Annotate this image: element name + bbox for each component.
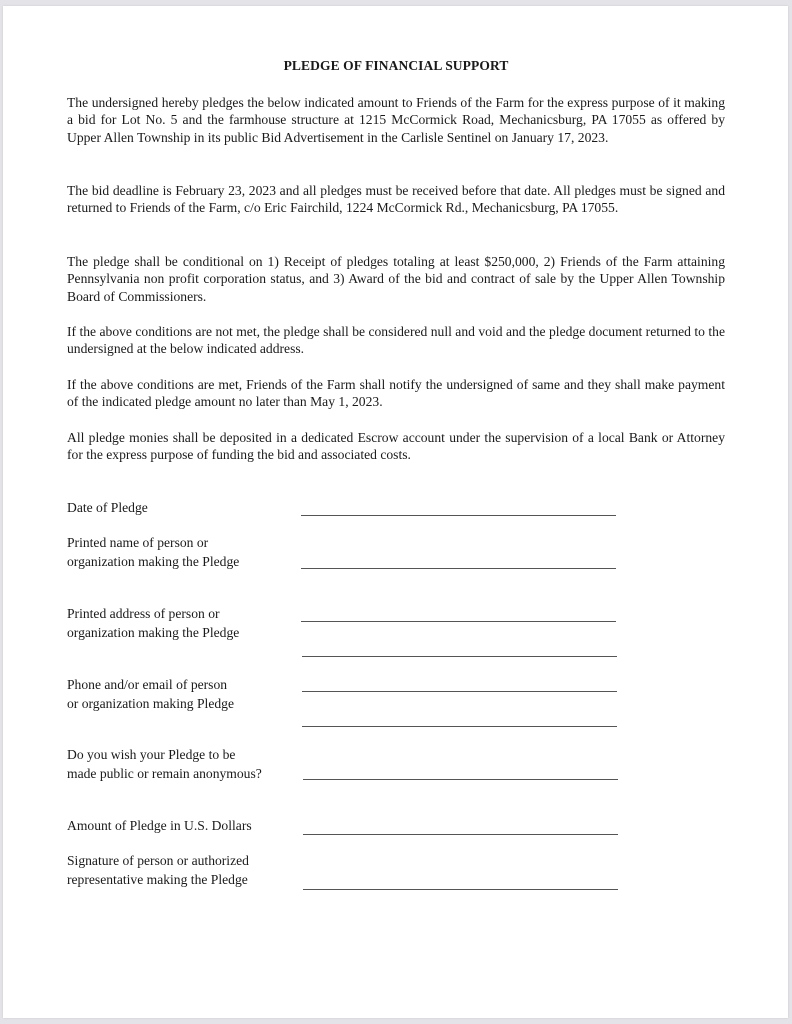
paragraph-deadline: The bid deadline is February 23, 2023 and all pledges must be received before that date. All pledges must be signed and returned to Friends of the Farm, c/o Eric Fairchild, 1224 McCormick Rd., Mechanicsburg, PA 17055. bbox=[67, 183, 725, 216]
label-line: Do you wish your Pledge to be bbox=[67, 747, 236, 762]
signature-label bbox=[67, 852, 249, 889]
printed-name-field[interactable] bbox=[301, 568, 616, 569]
label-line: Printed address of person or bbox=[67, 606, 220, 621]
date-of-pledge-label bbox=[67, 499, 148, 518]
label-line: representative making the Pledge bbox=[67, 871, 248, 887]
paragraph-payment: If the above conditions are met, Friends of the Farm shall notify the undersigned of same and they shall make payment of the indicated pledge amount no later than May 1, 2023. bbox=[67, 377, 725, 410]
printed-address-field-2[interactable] bbox=[302, 656, 617, 657]
paragraph-conditions: The pledge shall be conditional on 1) Receipt of pledges totaling at least $250,000, 2) Friends of the Farm attaining Pennsylvania non profit corporation status, and 3) Award of the bid and contract of sale by the Upper Allen Township Board of Commissioners. bbox=[67, 254, 725, 304]
paragraph-purpose: The undersigned hereby pledges the below indicated amount to Friends of the Farm for the express purpose of it making a bid for Lot No. 5 and the farmhouse structure at 1215 McCormick Road, Mechanicsburg, PA 17055 as offered by Upper Allen Township in its public Bid Advertisement in the Carlisle Sentinel on January 17, 2023. bbox=[67, 95, 725, 145]
label-line: Amount of Pledge in U.S. Dollars bbox=[67, 818, 252, 833]
public-anonymous-field[interactable] bbox=[303, 779, 618, 780]
paragraph-escrow: All pledge monies shall be deposited in a dedicated Escrow account under the supervision of a local Bank or Attorney for the express purpose of funding the bid and associated costs. bbox=[67, 430, 725, 463]
label-line: or organization making Pledge bbox=[67, 695, 234, 711]
label-line: Printed name of person or bbox=[67, 535, 209, 550]
label-line: Phone and/or email of person bbox=[67, 677, 228, 692]
phone-email-field-2[interactable] bbox=[302, 726, 617, 727]
public-anonymous-label bbox=[67, 746, 262, 783]
label-line: made public or remain anonymous? bbox=[67, 765, 262, 781]
printed-name-label bbox=[67, 534, 239, 571]
label-line: organization making the Pledge bbox=[67, 624, 240, 640]
label-line: Signature of person or authorized bbox=[67, 853, 249, 868]
label-line: organization making the Pledge bbox=[67, 553, 240, 569]
printed-address-field-1[interactable] bbox=[301, 621, 616, 622]
date-of-pledge-field[interactable] bbox=[301, 515, 616, 516]
document-title: PLEDGE OF FINANCIAL SUPPORT bbox=[283, 58, 509, 73]
label-line: Date of Pledge bbox=[67, 500, 148, 515]
pledge-amount-label bbox=[67, 817, 252, 836]
paragraph-null-void: If the above conditions are not met, the pledge shall be considered null and void and the pledge document returned to the undersigned at the below indicated address. bbox=[67, 324, 725, 357]
phone-email-label bbox=[67, 676, 234, 713]
phone-email-field-1[interactable] bbox=[302, 691, 617, 692]
printed-address-label bbox=[67, 605, 239, 642]
pledge-amount-field[interactable] bbox=[303, 834, 618, 835]
signature-field[interactable] bbox=[303, 889, 618, 890]
